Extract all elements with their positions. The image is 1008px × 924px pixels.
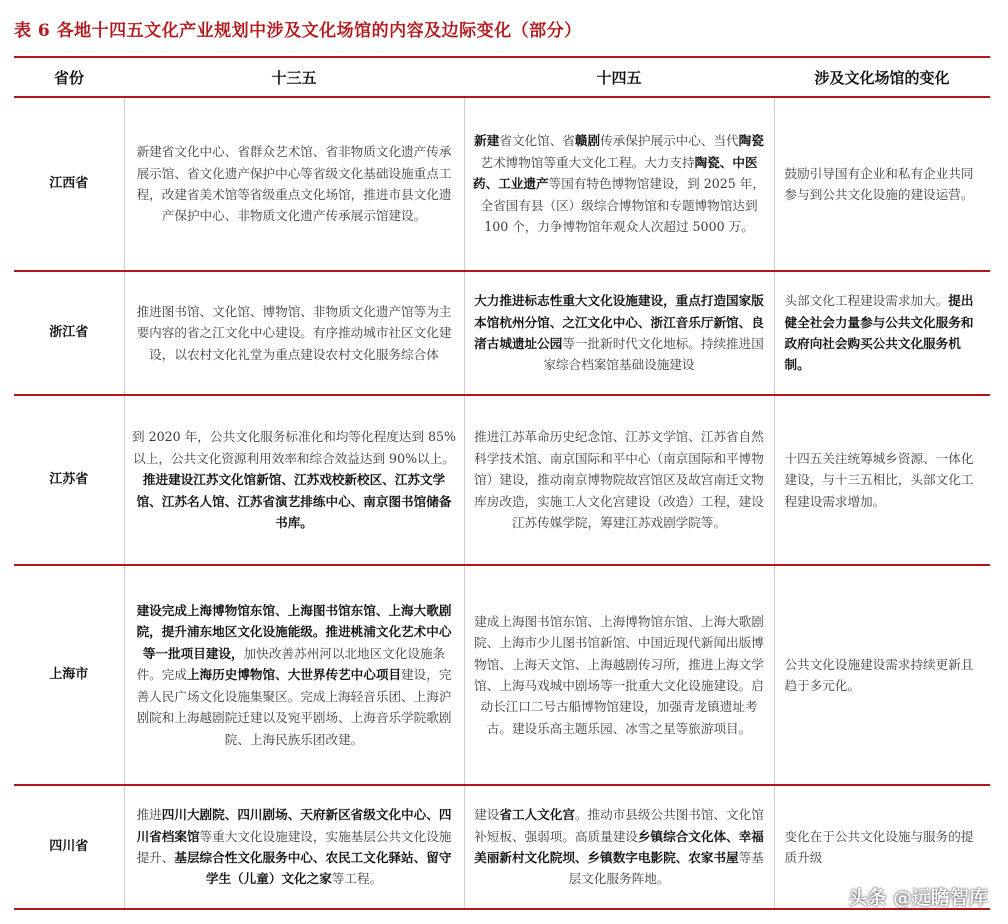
province-cell: 江西省 <box>14 97 124 271</box>
bold-text-segment: 提出健全社会力量参与公共文化服务和政府向社会购买公共文化服务机制。 <box>784 293 974 373</box>
bold-text-segment: 推进建设江苏文化馆新馆、江苏戏校新校区、江苏文学馆、江苏名人馆、江苏省演艺排练中心、南京图书馆储备书库。 <box>136 472 452 531</box>
text-segment: 到 2020 年，公共文化服务标准化和均等化程度达到 85%以上，公共文化资源利用效率和综合效益达到 90%以上。 <box>132 429 456 466</box>
header-province: 省份 <box>14 57 124 97</box>
table-body <box>14 97 990 909</box>
plan-13-cell <box>124 271 464 395</box>
table-row <box>14 785 990 909</box>
text-segment: 省文化馆、省 <box>499 133 575 149</box>
bold-text-segment: 大力推进标志性重大文化设施建设，重点打造国家版本馆杭州分馆、之江文化中心、浙江音乐厅新馆、良渚古城遗址公园 <box>474 293 764 351</box>
change-cell <box>774 395 990 565</box>
bold-text-segment: 建设完成上海博物馆东馆、上海图书馆东馆、上海大歌剧院，提升浦东地区文化设施能级。推进桃浦文化艺术中心等一批项目建设， <box>136 603 452 661</box>
text-segment: 。推动市县级公共图书馆、文化馆补短板、强弱项。高质量建设 <box>474 807 764 844</box>
bold-text-segment: 新建 <box>474 133 500 149</box>
bold-text-segment: 赣剧 <box>574 133 601 149</box>
province-cell: 江苏省 <box>14 395 124 565</box>
text-segment: 推进江苏革命历史纪念馆、江苏文学馆、江苏省自然科学技术馆、南京国际和平中心（南京国际和平博物馆）建设，推动南京博物院故宫馆区及故宫南迁文物库房改造，实施工人文化宫建设（改造）工程，建设江苏传媒学院，筹建江苏戏剧学院等。 <box>474 429 764 531</box>
text-segment: 等重大文化设施建设，实施基层公共文化设施提升、 <box>136 828 452 865</box>
text-segment: 艺术博物馆等重大文化工程。大力支持 <box>480 154 695 170</box>
province-cell: 浙江省 <box>14 271 124 395</box>
province-cell: 四川省 <box>14 785 124 909</box>
bold-text-segment: 上海历史博物馆、大世界传艺中心项目 <box>186 667 402 683</box>
header-13th-plan: 十三五 <box>124 57 464 97</box>
text-segment: 建设，完善人民广场文化设施集聚区。完成上海轻音乐团、上海沪剧院和上海越剧院迁建以及宛平剧场、上海音乐学院歌剧院、上海民族乐团改建。 <box>136 667 452 747</box>
text-segment: 公共文化设施建设需求持续更新且趋于多元化。 <box>784 656 974 693</box>
change-cell <box>774 565 990 785</box>
table-row <box>14 97 990 271</box>
text-segment: 推进 <box>136 807 162 823</box>
text-segment: 等工程。 <box>331 871 383 887</box>
plan-13-cell <box>124 395 464 565</box>
plan-13-cell <box>124 565 464 785</box>
plan-14-cell <box>464 395 774 565</box>
change-cell <box>774 97 990 271</box>
text-segment: 推进图书馆、文化馆、博物馆、非物质文化遗产馆等为主要内容的省之江文化中心建设。有序推动城市社区文化建设，以农村文化礼堂为重点建设农村文化服务综合体 <box>136 303 452 362</box>
bold-text-segment: 省工人文化宫 <box>499 807 575 823</box>
text-segment: 变化在于公共文化设施与服务的提质升级 <box>784 828 974 865</box>
text-segment: 传承保护展示中心、当代 <box>600 133 739 149</box>
plan-13-cell <box>124 785 464 909</box>
table-row <box>14 395 990 565</box>
text-segment: 十四五关注统筹城乡资源、一体化建设，与十三五相比，头部文化工程建设需求增加。 <box>784 450 974 509</box>
bold-text-segment: 基层综合性文化服务中心、农民工文化驿站、留守学生（儿童）文化之家 <box>174 850 452 887</box>
text-segment: 头部文化工程建设需求加大。 <box>784 293 949 309</box>
plan-14-cell <box>464 565 774 785</box>
table-header-row <box>14 57 990 97</box>
plan-13-cell <box>124 97 464 271</box>
province-cell: 上海市 <box>14 565 124 785</box>
text-segment: 等基层文化服务阵地。 <box>568 850 764 887</box>
text-segment: 新建省文化中心、省群众艺术馆、省非物质文化遗产传承展示馆、省文化遗产保护中心等省级文化基础设施重点工程，改建省美术馆等省级重点文化场馆，推进市县文化遗产保护中心、非物质文化遗产传承展示馆建设。 <box>136 144 452 224</box>
bold-text-segment: 乡镇综合文化体、幸福美丽新村文化院坝、乡镇数字电影院、农家书屋 <box>474 828 764 865</box>
text-segment: 鼓励引导国有企业和私有企业共同参与到公共文化设施的建设运营。 <box>784 165 974 202</box>
text-segment: 建设 <box>474 807 500 823</box>
text-segment: 等一批新时代文化地标。持续推进国家综合档案馆基础设施建设 <box>543 336 764 373</box>
table-row <box>14 271 990 395</box>
planning-table <box>14 56 990 910</box>
change-cell <box>774 271 990 395</box>
bold-text-segment: 陶瓷、中医药、工业遗产 <box>473 154 758 192</box>
table-caption: 表 6 各地十四五文化产业规划中涉及文化场馆的内容及边际变化（部分） <box>14 21 582 41</box>
header-14th-plan: 十四五 <box>464 57 774 97</box>
plan-14-cell <box>464 97 774 271</box>
bold-text-segment: 陶瓷 <box>738 133 764 149</box>
watermark: 头条 @远瞻智库 <box>848 887 988 909</box>
table-row <box>14 565 990 785</box>
text-segment: 加快改善苏州河以北地区文化设施条件。完成 <box>136 645 446 683</box>
text-segment: 建成上海图书馆东馆、上海博物馆东馆、上海大歌剧院、上海市少儿图书馆新馆、中国近现代新闻出版博物馆、上海天文馆、上海越剧传习所，推进上海文学馆、上海马戏城中剧场等一批重大文化设施建设。启动长江口二号古船博物馆建设，加强青龙镇遗址考古。建设乐高主题乐园、冰雪之星等旅游项目。 <box>474 613 764 736</box>
plan-14-cell <box>464 271 774 395</box>
plan-14-cell <box>464 785 774 909</box>
text-segment: 等国有特色博物馆建设，到 2025 年，全省国有县（区）级综合博物馆和专题博物馆达到 100 个，力争博物馆年观众人次超过 5000 万。 <box>480 176 765 235</box>
bold-text-segment: 四川大剧院、四川剧场、天府新区省级文化中心、四川省档案馆 <box>136 807 452 844</box>
header-venue-change: 涉及文化场馆的变化 <box>774 57 990 97</box>
